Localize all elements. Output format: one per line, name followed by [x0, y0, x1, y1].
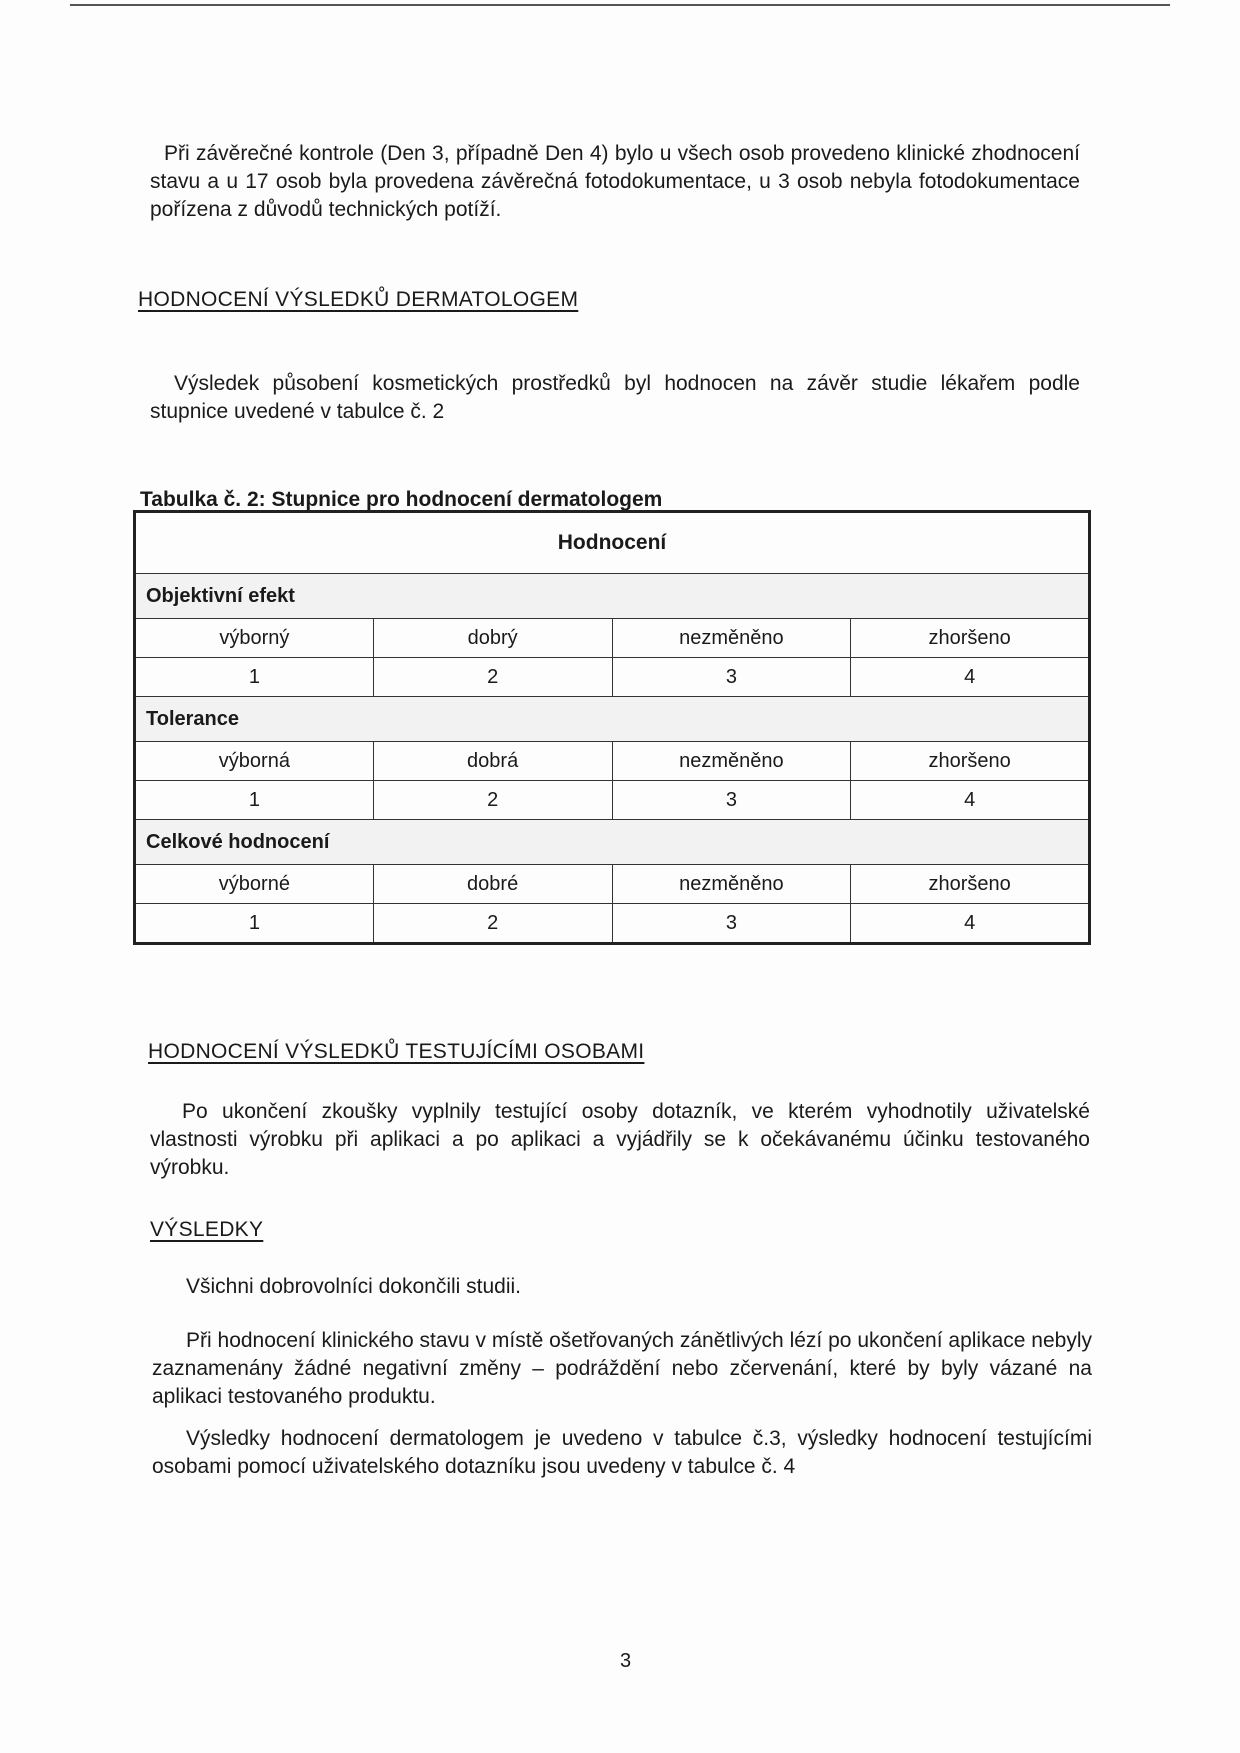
label-cell: dobré — [373, 865, 612, 904]
table-caption: Tabulka č. 2: Stupnice pro hodnocení dermatologem — [140, 488, 663, 511]
dermatolog-paragraph: Výsledek působení kosmetických prostředků byl hodnocen na závěr studie lékařem podle stupnice uvedené v tabulce č. 2 — [150, 372, 1080, 423]
score-cell: 2 — [373, 904, 612, 944]
intro-paragraph: Při závěrečné kontrole (Den 3, případně Den 4) bylo u všech osob provedeno klinické zhodnocení stavu a u 17 osob byla provedena závěrečná fotodokumentace, u 3 osob nebyla fotodokumentace pořízena z důvodů technických potíží. — [150, 142, 1080, 221]
score-cell: 1 — [135, 904, 374, 944]
vysledky-paragraph-1: Všichni dobrovolníci dokončili studii. — [186, 1275, 522, 1298]
table-header-row — [135, 512, 1090, 574]
score-cell: 1 — [135, 781, 374, 820]
label-cell: nezměněno — [612, 742, 851, 781]
label-row — [135, 619, 1090, 658]
section-title: Celkové hodnocení — [135, 820, 1090, 865]
evaluation-scale-table — [133, 510, 1091, 945]
label-cell: zhoršeno — [851, 742, 1090, 781]
label-cell: dobrá — [373, 742, 612, 781]
section-row-tolerance — [135, 697, 1090, 742]
score-cell: 3 — [612, 904, 851, 944]
testujici-paragraph: Po ukončení zkoušky vyplnily testující osoby dotazník, ve kterém vyhodnotily uživatelské vlastnosti výrobku při aplikaci a po aplikaci a vyjádřily se k očekávanému účinku testovaného výrobku. — [150, 1100, 1090, 1179]
label-row — [135, 742, 1090, 781]
label-cell: nezměněno — [612, 865, 851, 904]
label-cell: nezměněno — [612, 619, 851, 658]
top-rule — [70, 4, 1170, 6]
label-cell: zhoršeno — [851, 619, 1090, 658]
table-header-cell: Hodnocení — [135, 512, 1090, 574]
vysledky-paragraph-2: Při hodnocení klinického stavu v místě ošetřovaných zánětlivých lézí po ukončení aplikace nebyly zaznamenány žádné negativní změny – podráždění nebo zčervenání, které by byly vázané na aplikaci testovaného produktu. — [152, 1329, 1092, 1408]
label-cell: výborné — [135, 865, 374, 904]
score-cell: 2 — [373, 781, 612, 820]
score-cell: 3 — [612, 658, 851, 697]
page-number: 3 — [620, 1650, 632, 1672]
section-title: Tolerance — [135, 697, 1090, 742]
label-cell: dobrý — [373, 619, 612, 658]
section-row-celkove — [135, 820, 1090, 865]
section-row-objektivni — [135, 574, 1090, 619]
vysledky-paragraph-3: Výsledky hodnocení dermatologem je uvedeno v tabulce č.3, výsledky hodnocení testujícími osobami pomocí uživatelského dotazníku jsou uvedeny v tabulce č. 4 — [152, 1427, 1092, 1478]
label-cell: výborná — [135, 742, 374, 781]
label-cell: zhoršeno — [851, 865, 1090, 904]
score-row — [135, 781, 1090, 820]
score-cell: 3 — [612, 781, 851, 820]
score-cell: 4 — [851, 904, 1090, 944]
label-row — [135, 865, 1090, 904]
score-row — [135, 904, 1090, 944]
heading-testujici: HODNOCENÍ VÝSLEDKŮ TESTUJÍCÍMI OSOBAMI — [148, 1040, 645, 1063]
score-cell: 1 — [135, 658, 374, 697]
score-cell: 4 — [851, 781, 1090, 820]
score-cell: 2 — [373, 658, 612, 697]
heading-vysledky: VÝSLEDKY — [150, 1218, 264, 1241]
heading-dermatolog: HODNOCENÍ VÝSLEDKŮ DERMATOLOGEM — [138, 288, 579, 311]
score-row — [135, 658, 1090, 697]
score-cell: 4 — [851, 658, 1090, 697]
label-cell: výborný — [135, 619, 374, 658]
section-title: Objektivní efekt — [135, 574, 1090, 619]
